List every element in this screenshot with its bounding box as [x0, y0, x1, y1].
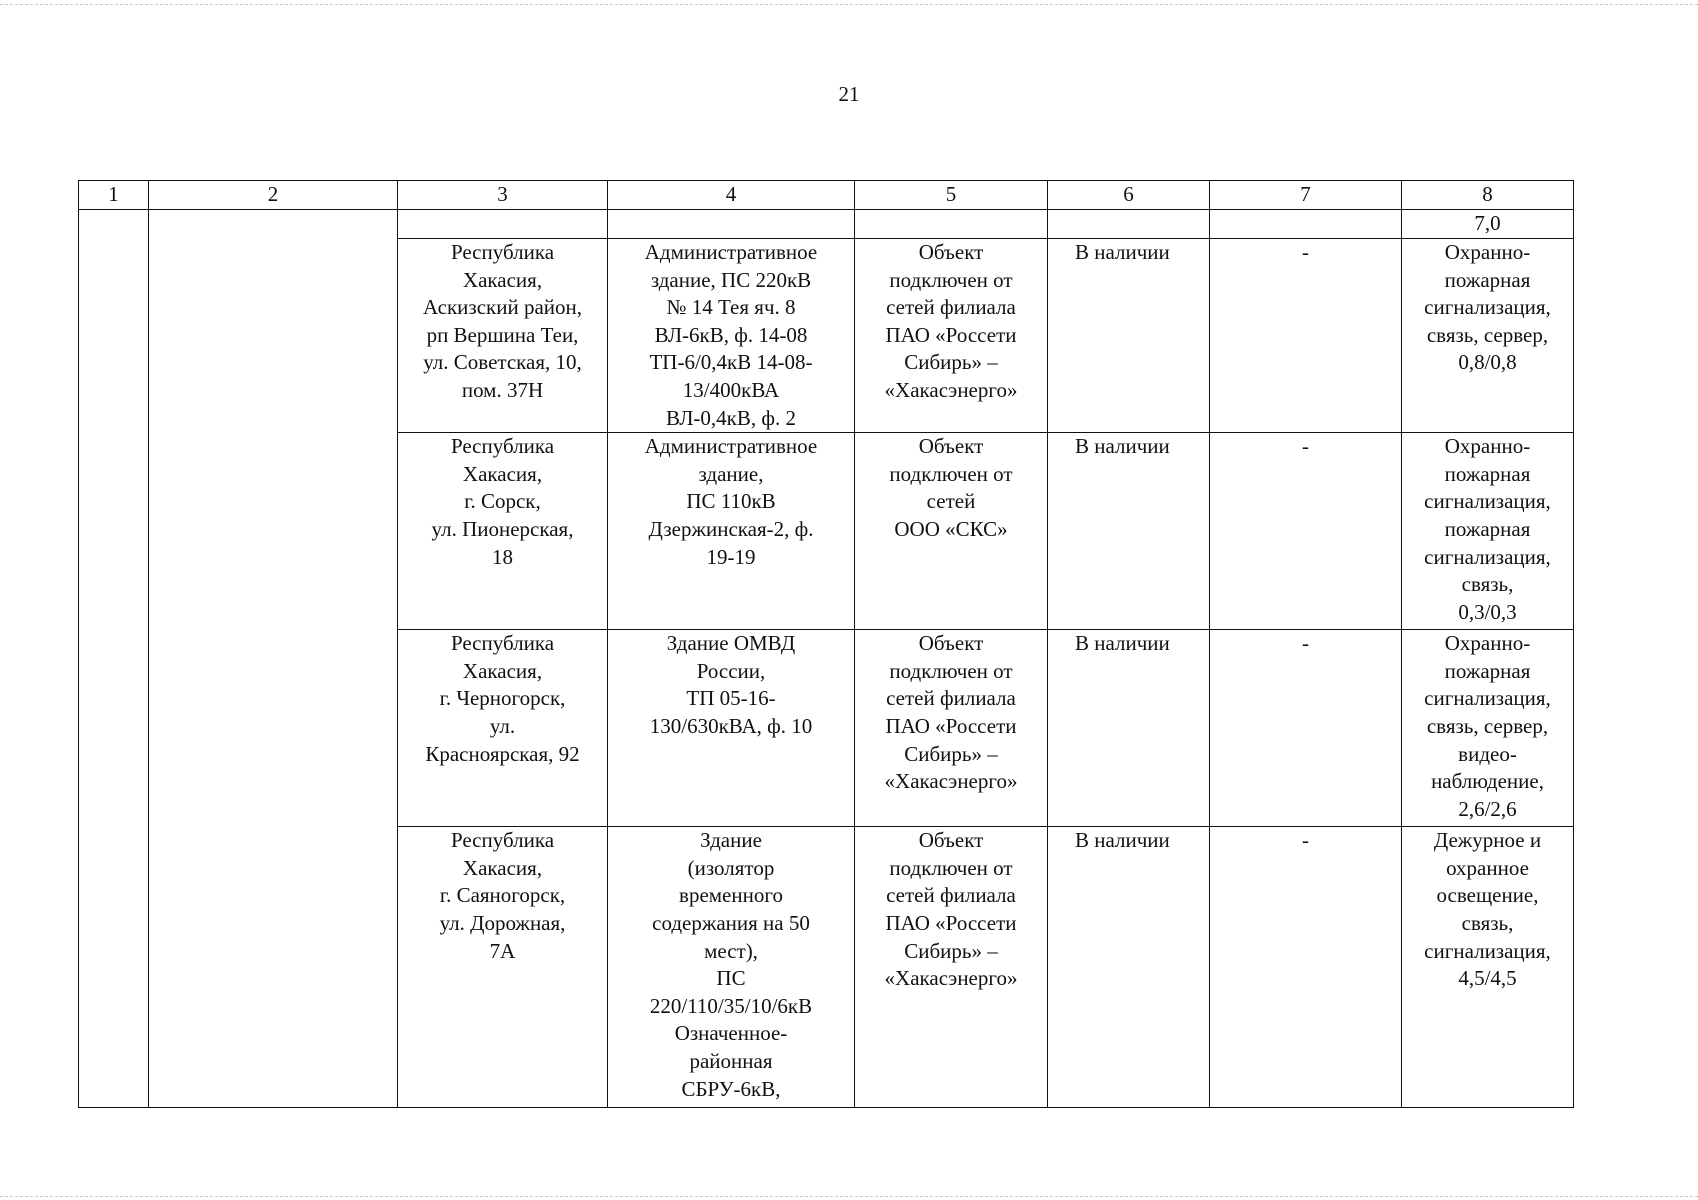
dash-cell: - — [1210, 239, 1402, 433]
power-source-cell: Административное здание, ПС 110кВ Дзержинская-2, ф. 19-19 — [608, 433, 855, 630]
scan-bottom-edge — [0, 1196, 1698, 1197]
equipment-cell: Дежурное и охранное освещение, связь, сигнализация, 4,5/4,5 — [1402, 827, 1574, 1108]
address-cell: Республика Хакасия, г. Саяногорск, ул. Дорожная, 7А — [398, 827, 608, 1108]
cell-col2-merged — [149, 210, 398, 1108]
column-number-row — [79, 181, 1574, 210]
carry-cell-col5 — [855, 210, 1048, 239]
carry-cell-col4 — [608, 210, 855, 239]
dash-cell: - — [1210, 433, 1402, 630]
address-cell: Республика Хакасия, г. Сорск, ул. Пионерская, 18 — [398, 433, 608, 630]
address-cell: Республика Хакасия, Аскизский район, рп Вершина Теи, ул. Советская, 10, пом. 37Н — [398, 239, 608, 433]
column-number-1: 1 — [79, 181, 149, 210]
address-cell: Республика Хакасия, г. Черногорск, ул. Красноярская, 92 — [398, 630, 608, 827]
carry-over-row — [79, 210, 1574, 239]
carry-cell-col7 — [1210, 210, 1402, 239]
column-number-2: 2 — [149, 181, 398, 210]
power-source-cell: Здание (изолятор временного содержания на 50 мест), ПС 220/110/35/10/6кВ Означенное- районная СБРУ-6кВ, — [608, 827, 855, 1108]
equipment-cell: Охранно- пожарная сигнализация, связь, сервер, видео- наблюдение, 2,6/2,6 — [1402, 630, 1574, 827]
dash-cell: - — [1210, 630, 1402, 827]
column-number-3: 3 — [398, 181, 608, 210]
data-table — [78, 180, 1574, 1108]
carry-cell-col6 — [1048, 210, 1210, 239]
column-number-4: 4 — [608, 181, 855, 210]
connection-cell: Объект подключен от сетей филиала ПАО «Россети Сибирь» – «Хакасэнерго» — [855, 239, 1048, 433]
column-number-5: 5 — [855, 181, 1048, 210]
column-number-8: 8 — [1402, 181, 1574, 210]
equipment-cell: Охранно- пожарная сигнализация, связь, сервер, 0,8/0,8 — [1402, 239, 1574, 433]
scan-top-edge — [0, 4, 1698, 5]
status-cell: В наличии — [1048, 827, 1210, 1108]
status-cell: В наличии — [1048, 433, 1210, 630]
status-cell: В наличии — [1048, 239, 1210, 433]
column-number-6: 6 — [1048, 181, 1210, 210]
carry-cell-col8: 7,0 — [1402, 210, 1574, 239]
connection-cell: Объект подключен от сетей филиала ПАО «Россети Сибирь» – «Хакасэнерго» — [855, 827, 1048, 1108]
equipment-cell: Охранно- пожарная сигнализация, пожарная сигнализация, связь, 0,3/0,3 — [1402, 433, 1574, 630]
dash-cell: - — [1210, 827, 1402, 1108]
column-number-7: 7 — [1210, 181, 1402, 210]
carry-cell-col3 — [398, 210, 608, 239]
power-source-cell: Административное здание, ПС 220кВ № 14 Тея яч. 8 ВЛ-6кВ, ф. 14-08 ТП-6/0,4кВ 14-08- 13/400кВА ВЛ-0,4кВ, ф. 2 — [608, 239, 855, 433]
connection-cell: Объект подключен от сетей ООО «СКС» — [855, 433, 1048, 630]
power-source-cell: Здание ОМВД России, ТП 05-16- 130/630кВА, ф. 10 — [608, 630, 855, 827]
status-cell: В наличии — [1048, 630, 1210, 827]
connection-cell: Объект подключен от сетей филиала ПАО «Россети Сибирь» – «Хакасэнерго» — [855, 630, 1048, 827]
cell-col1-merged — [79, 210, 149, 1108]
page-number: 21 — [838, 82, 860, 106]
